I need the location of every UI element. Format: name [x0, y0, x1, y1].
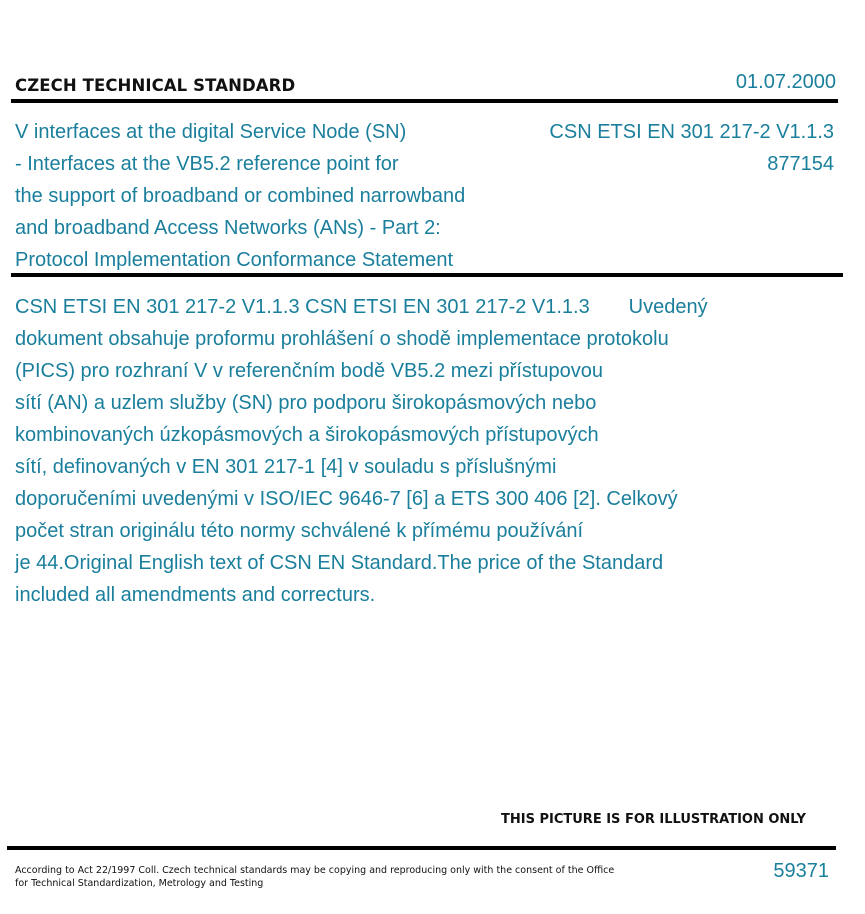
- legal-notice-line: for Technical Standardization, Metrology and Testing: [15, 878, 264, 889]
- illustration-disclaimer: THIS PICTURE IS FOR ILLUSTRATION ONLY: [501, 812, 806, 827]
- catalog-code: 877154: [767, 153, 834, 175]
- document-number: 59371: [773, 860, 829, 882]
- header-rule: [11, 99, 838, 103]
- abstract-line: sítí (AN) a uzlem služby (SN) pro podporu širokopásmových nebo: [15, 392, 597, 414]
- standard-designation: CSN ETSI EN 301 217-2 V1.1.3: [549, 121, 834, 143]
- publication-date: 01.07.2000: [735, 71, 836, 93]
- document-title-line: Protocol Implementation Conformance Statement: [15, 249, 453, 271]
- abstract-line: dokument obsahuje proformu prohlášení o shodě implementace protokolu: [15, 328, 669, 350]
- abstract-line: doporučeními uvedenými v ISO/IEC 9646-7 [6] a ETS 300 406 [2]. Celkový: [15, 488, 678, 510]
- legal-notice-line: According to Act 22/1997 Coll. Czech technical standards may be copying and reproducing only with the consent of the Office: [15, 865, 615, 876]
- abstract-line: kombinovaných úzkopásmových a širokopásmových přístupových: [15, 424, 599, 446]
- abstract-line: (PICS) pro rozhraní V v referenčním bodě VB5.2 mezi přístupovou: [15, 360, 604, 382]
- abstract-line: CSN ETSI EN 301 217-2 V1.1.3 CSN ETSI EN 301 217-2 V1.1.3 Uvedený: [15, 296, 708, 318]
- standard-header-title: CZECH TECHNICAL STANDARD: [15, 76, 296, 95]
- title-rule: [11, 273, 843, 277]
- document-title-line: - Interfaces at the VB5.2 reference point for: [15, 153, 399, 175]
- document-title: [15, 116, 515, 276]
- document-title-line: the support of broadband or combined narrowband: [15, 185, 466, 207]
- abstract-line: je 44.Original English text of CSN EN Standard.The price of the Standard: [15, 552, 664, 574]
- abstract-line: počet stran originálu této normy schválené k přímému používání: [15, 520, 584, 542]
- document-title-line: V interfaces at the digital Service Node (SN): [15, 121, 407, 143]
- abstract-line: sítí, definovaných v EN 301 217-1 [4] v souladu s příslušnými: [15, 456, 557, 478]
- abstract-line: included all amendments and correcturs.: [15, 584, 376, 606]
- footer-rule: [7, 846, 836, 850]
- document-title-line: and broadband Access Networks (ANs) - Part 2:: [15, 217, 441, 239]
- abstract-text: [15, 291, 775, 611]
- legal-notice: [15, 864, 614, 890]
- document-reference: [549, 116, 834, 180]
